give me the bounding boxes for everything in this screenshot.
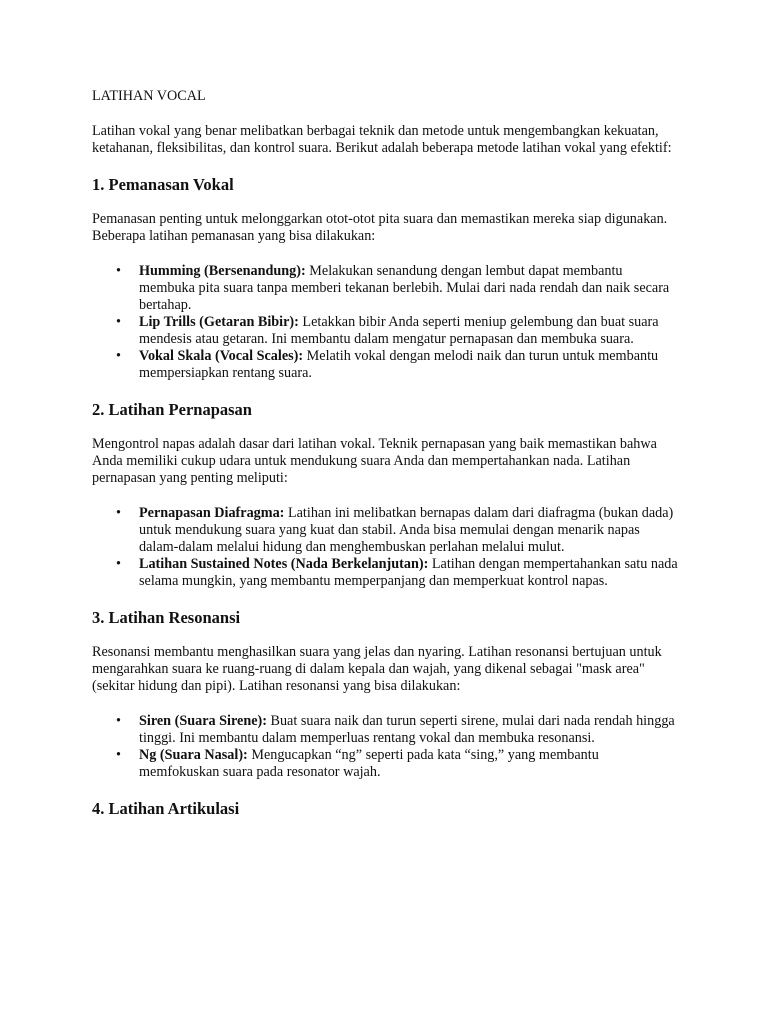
bullet-icon: • — [116, 713, 121, 729]
section-heading-2: 2. Latihan Pernapasan — [92, 400, 252, 419]
intro-paragraph: Latihan vokal yang benar melibatkan berbagai teknik dan metode untuk mengembangkan kekuatan, ketahanan, fleksibilitas, dan kontrol suara. Berikut adalah beberapa metode latihan vokal yang efektif: — [92, 123, 672, 156]
list-item — [116, 263, 678, 314]
section-heading-4: 4. Latihan Artikulasi — [92, 799, 240, 818]
list-item — [116, 713, 678, 747]
bullet-icon: • — [116, 556, 121, 572]
list-item — [116, 505, 678, 556]
list-item-term: Latihan Sustained Notes (Nada Berkelanjutan): — [139, 556, 429, 572]
list-item-term: Humming (Bersenandung): — [139, 263, 306, 279]
list-item-text: Letakkan bibir Anda seperti meniup gelembung dan buat suara mendesis atau getaran. Ini membantu dalam mengatur pernapasan dan membuka suara. — [139, 314, 659, 347]
list-item — [116, 348, 678, 382]
document-title: LATIHAN VOCAL — [92, 88, 206, 104]
list-item — [116, 314, 678, 348]
list-item-term: Siren (Suara Sirene): — [139, 713, 267, 729]
list-item-term: Pernapasan Diafragma: — [139, 505, 285, 521]
list-item-term: Lip Trills (Getaran Bibir): — [139, 314, 299, 330]
bullet-icon: • — [116, 348, 121, 364]
list-item — [116, 747, 678, 781]
section-paragraph-1: Pemanasan penting untuk melonggarkan otot-otot pita suara dan memastikan mereka siap digunakan. Beberapa latihan pemanasan yang bisa dilakukan: — [92, 211, 668, 244]
list-item-term: Ng (Suara Nasal): — [139, 747, 248, 763]
bullet-icon: • — [116, 263, 121, 279]
list-item-text: Latihan dengan mempertahankan satu nada selama mungkin, yang membantu memperpanjang dan memperkuat kontrol napas. — [139, 556, 678, 589]
section-paragraph-3: Resonansi membantu menghasilkan suara yang jelas dan nyaring. Latihan resonansi bertujuan untuk mengarahkan suara ke ruang-ruang di dalam kepala dan wajah, yang dikenal sebagai "mask area" (sekitar hidung dan pipi). Latihan resonansi yang bisa dilakukan: — [92, 644, 662, 694]
list-item-text: Mengucapkan “ng” seperti pada kata “sing,” yang membantu memfokuskan suara pada resonator wajah. — [139, 747, 599, 780]
list-item-term: Vokal Skala (Vocal Scales): — [139, 348, 304, 364]
list-item-text: Buat suara naik dan turun seperti sirene, mulai dari nada rendah hingga tinggi. Ini membantu dalam memperluas rentang vokal dan membuka resonansi. — [139, 713, 675, 746]
section-heading-3: 3. Latihan Resonansi — [92, 608, 241, 627]
list-item-text: Melatih vokal dengan melodi naik dan turun untuk membantu mempersiapkan rentang suara. — [139, 348, 659, 381]
section-list-1 — [92, 263, 678, 382]
section-heading-1: 1. Pemanasan Vokal — [92, 175, 234, 194]
section-paragraph-2: Mengontrol napas adalah dasar dari latihan vokal. Teknik pernapasan yang baik memastikan bahwa Anda memiliki cukup udara untuk mendukung suara Anda dan mempertahankan nada. Latihan pernapasan yang penting meliputi: — [92, 436, 657, 486]
section-list-3 — [92, 713, 678, 781]
section-list-2 — [92, 505, 678, 590]
list-item-text: Latihan ini melibatkan bernapas dalam dari diafragma (bukan dada) untuk mendukung suara yang kuat dan stabil. Anda bisa memulai dengan menarik napas dalam-dalam melalui hidung dan menghembuskan perlahan melalui mulut. — [139, 505, 674, 555]
bullet-icon: • — [116, 314, 121, 330]
list-item-text: Melakukan senandung dengan lembut dapat membantu membuka pita suara tanpa memberi tekanan berlebih. Mulai dari nada rendah dan naik secara bertahap. — [139, 263, 670, 313]
list-item — [116, 556, 678, 590]
bullet-icon: • — [116, 505, 121, 521]
bullet-icon: • — [116, 747, 121, 763]
